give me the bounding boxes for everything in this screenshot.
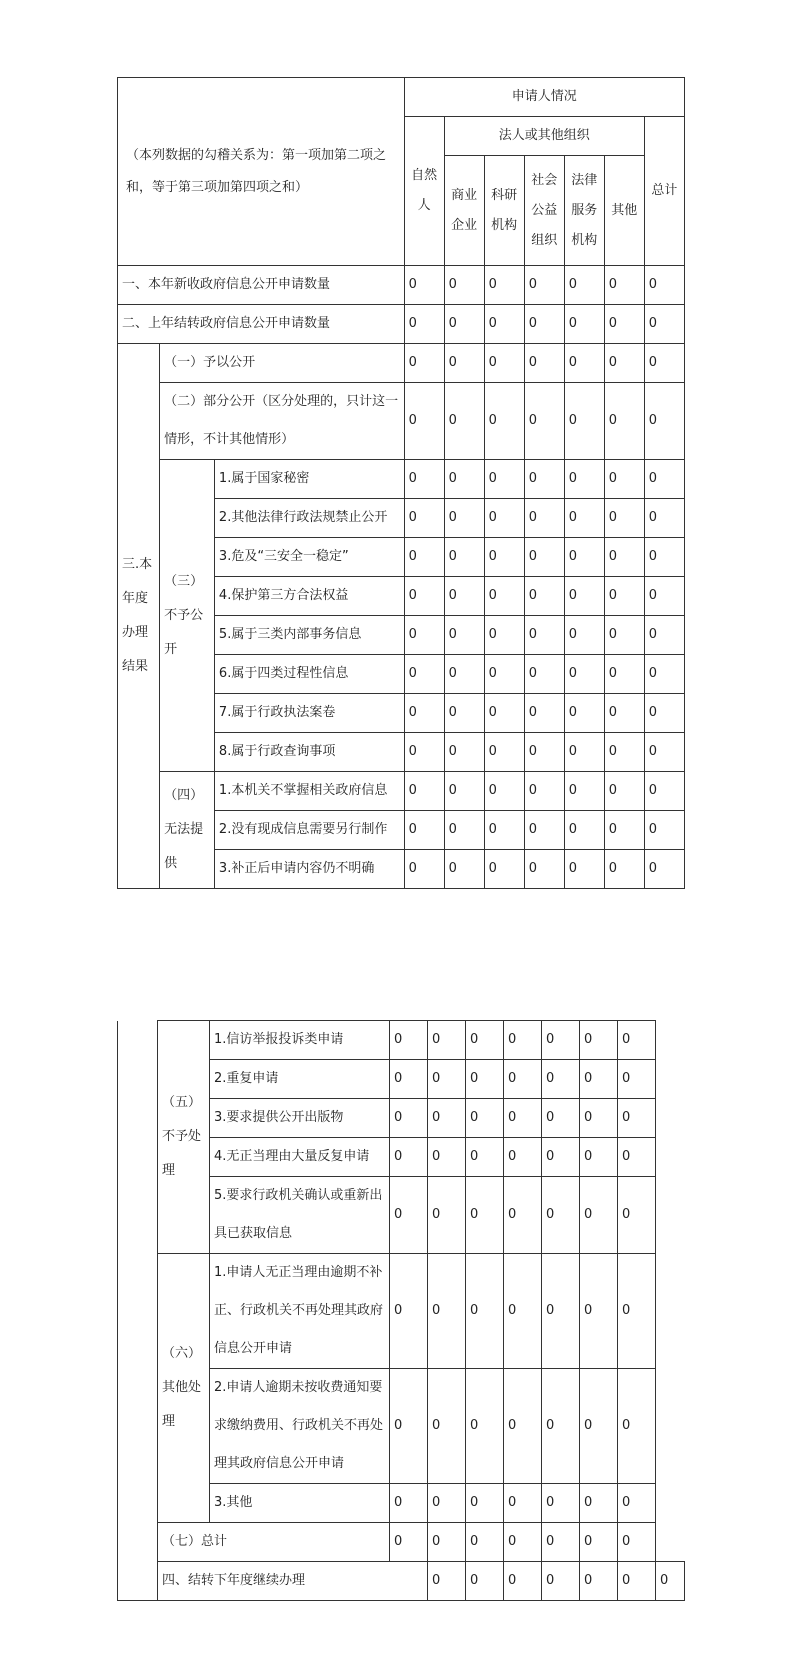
value-cell: 0 (504, 1369, 542, 1484)
table-row: （三）不予公开 1.属于国家秘密 0 0 0 0 0 0 0 (118, 460, 685, 499)
value-cell: 0 (404, 772, 444, 811)
table-row: （五）不予处理 1.信访举报投诉类申请 0 0 0 0 0 0 0 (118, 1021, 685, 1060)
value-cell: 0 (604, 577, 644, 616)
value-cell: 0 (444, 305, 484, 344)
value-cell: 0 (444, 266, 484, 305)
table-row: 3.危及“三安全一稳定” 0 0 0 0 0 0 0 (118, 538, 685, 577)
value-cell: 0 (580, 1021, 618, 1060)
value-cell: 0 (564, 772, 604, 811)
table-row: 5.属于三类内部事务信息 0 0 0 0 0 0 0 (118, 616, 685, 655)
value-cell: 0 (580, 1484, 618, 1523)
value-cell: 0 (444, 344, 484, 383)
value-cell: 0 (404, 383, 444, 460)
header-commercial: 商业企业 (444, 156, 484, 266)
value-cell: 0 (428, 1177, 466, 1254)
value-cell: 0 (404, 538, 444, 577)
value-cell: 0 (466, 1484, 504, 1523)
table-row: 5.要求行政机关确认或重新出具已获取信息 0 0 0 0 0 0 0 (118, 1177, 685, 1254)
value-cell: 0 (564, 655, 604, 694)
table-row (118, 383, 685, 460)
value-cell: 0 (444, 616, 484, 655)
table-row: 2.其他法律行政法规禁止公开 0 0 0 0 0 0 0 (118, 499, 685, 538)
value-cell: 0 (564, 460, 604, 499)
value-cell: 0 (644, 811, 684, 850)
value-cell: 0 (604, 499, 644, 538)
value-cell: 0 (404, 850, 444, 889)
header-other: 其他 (604, 156, 644, 266)
value-cell: 0 (618, 1254, 656, 1369)
value-cell: 0 (542, 1138, 580, 1177)
row-label-r2: 二、上年结转政府信息公开申请数量 (118, 305, 405, 344)
value-cell: 0 (524, 694, 564, 733)
value-cell: 0 (644, 694, 684, 733)
value-cell: 0 (444, 577, 484, 616)
table-row: 4.无正当理由大量反复申请 0 0 0 0 0 0 0 (118, 1138, 685, 1177)
statistics-table-part2 (117, 1020, 685, 1601)
value-cell: 0 (404, 305, 444, 344)
table-row (118, 266, 685, 305)
value-cell: 0 (564, 538, 604, 577)
value-cell: 0 (504, 1562, 542, 1601)
value-cell: 0 (564, 616, 604, 655)
table-row: 4.保护第三方合法权益 0 0 0 0 0 0 0 (118, 577, 685, 616)
row-label-r4: 四、结转下年度继续办理 (158, 1562, 428, 1601)
value-cell: 0 (644, 383, 684, 460)
row-label-s1: （一）予以公开 (160, 344, 404, 383)
value-cell: 0 (542, 1254, 580, 1369)
value-cell: 0 (604, 344, 644, 383)
value-cell: 0 (618, 1060, 656, 1099)
value-cell: 0 (580, 1099, 618, 1138)
value-cell: 0 (564, 305, 604, 344)
value-cell: 0 (444, 811, 484, 850)
table-row (118, 344, 685, 383)
value-cell: 0 (390, 1369, 428, 1484)
value-cell: 0 (390, 1138, 428, 1177)
value-cell: 0 (644, 499, 684, 538)
value-cell: 0 (580, 1138, 618, 1177)
header-note: （本列数据的勾稽关系为：第一项加第二项之和，等于第三项加第四项之和） (118, 78, 405, 266)
header-legal-service: 法律服务机构 (564, 156, 604, 266)
row-label-s6: （六）其他处理 (158, 1254, 210, 1523)
value-cell: 0 (604, 811, 644, 850)
value-cell: 0 (604, 460, 644, 499)
header-natural-person: 自然人 (404, 117, 444, 266)
value-cell: 0 (390, 1021, 428, 1060)
value-cell: 0 (404, 733, 444, 772)
value-cell: 0 (390, 1060, 428, 1099)
value-cell: 0 (644, 616, 684, 655)
value-cell: 0 (644, 655, 684, 694)
value-cell: 0 (466, 1523, 504, 1562)
value-cell: 0 (564, 694, 604, 733)
value-cell: 0 (524, 655, 564, 694)
value-cell: 0 (428, 1562, 466, 1601)
value-cell: 0 (444, 655, 484, 694)
value-cell: 0 (444, 460, 484, 499)
table-row (118, 305, 685, 344)
value-cell: 0 (484, 383, 524, 460)
value-cell: 0 (542, 1099, 580, 1138)
value-cell: 0 (444, 383, 484, 460)
value-cell: 0 (542, 1177, 580, 1254)
value-cell: 0 (390, 1484, 428, 1523)
value-cell: 0 (524, 305, 564, 344)
value-cell: 0 (466, 1138, 504, 1177)
value-cell: 0 (604, 383, 644, 460)
value-cell: 0 (404, 460, 444, 499)
value-cell: 0 (428, 1138, 466, 1177)
value-cell: 0 (644, 733, 684, 772)
value-cell: 0 (580, 1523, 618, 1562)
value-cell: 0 (444, 694, 484, 733)
value-cell: 0 (484, 460, 524, 499)
table-row: 3.其他 0 0 0 0 0 0 0 (118, 1484, 685, 1523)
value-cell: 0 (484, 772, 524, 811)
value-cell: 0 (618, 1369, 656, 1484)
value-cell: 0 (428, 1099, 466, 1138)
value-cell: 0 (564, 383, 604, 460)
value-cell: 0 (404, 499, 444, 538)
value-cell: 0 (564, 811, 604, 850)
value-cell: 0 (484, 655, 524, 694)
value-cell: 0 (444, 850, 484, 889)
value-cell: 0 (404, 655, 444, 694)
value-cell: 0 (580, 1177, 618, 1254)
value-cell: 0 (484, 499, 524, 538)
value-cell: 0 (504, 1099, 542, 1138)
value-cell: 0 (524, 344, 564, 383)
value-cell: 0 (404, 616, 444, 655)
value-cell: 0 (656, 1562, 685, 1601)
value-cell: 0 (428, 1254, 466, 1369)
value-cell: 0 (618, 1562, 656, 1601)
value-cell: 0 (504, 1484, 542, 1523)
value-cell: 0 (428, 1369, 466, 1484)
row-label-s2: （二）部分公开（区分处理的，只计这一情形，不计其他情形） (160, 383, 404, 460)
row-label-r3: 三.本年度办理结果 (118, 344, 160, 889)
header-total: 总计 (644, 117, 684, 266)
value-cell: 0 (604, 655, 644, 694)
row-label-s5: （五）不予处理 (158, 1021, 210, 1254)
value-cell: 0 (404, 577, 444, 616)
value-cell: 0 (404, 811, 444, 850)
value-cell: 0 (404, 344, 444, 383)
header-legal-group: 法人或其他组织 (444, 117, 644, 156)
value-cell: 0 (644, 850, 684, 889)
value-cell: 0 (604, 694, 644, 733)
value-cell: 0 (644, 772, 684, 811)
value-cell: 0 (466, 1254, 504, 1369)
value-cell: 0 (542, 1060, 580, 1099)
value-cell: 0 (542, 1021, 580, 1060)
value-cell: 0 (484, 811, 524, 850)
table-row: 7.属于行政执法案卷 0 0 0 0 0 0 0 (118, 694, 685, 733)
value-cell: 0 (466, 1060, 504, 1099)
value-cell: 0 (604, 772, 644, 811)
value-cell: 0 (524, 460, 564, 499)
value-cell: 0 (524, 772, 564, 811)
value-cell: 0 (644, 577, 684, 616)
value-cell: 0 (604, 538, 644, 577)
value-cell: 0 (524, 733, 564, 772)
value-cell: 0 (484, 305, 524, 344)
value-cell: 0 (504, 1021, 542, 1060)
value-cell: 0 (618, 1523, 656, 1562)
value-cell: 0 (644, 344, 684, 383)
value-cell: 0 (444, 772, 484, 811)
value-cell: 0 (404, 266, 444, 305)
value-cell: 0 (542, 1369, 580, 1484)
value-cell: 0 (466, 1369, 504, 1484)
value-cell: 0 (444, 733, 484, 772)
value-cell: 0 (564, 577, 604, 616)
value-cell: 0 (564, 499, 604, 538)
value-cell: 0 (644, 305, 684, 344)
value-cell: 0 (390, 1254, 428, 1369)
value-cell: 0 (390, 1099, 428, 1138)
value-cell: 0 (524, 266, 564, 305)
value-cell: 0 (504, 1060, 542, 1099)
value-cell: 0 (466, 1021, 504, 1060)
table-row: 2.没有现成信息需要另行制作 0 0 0 0 0 0 0 (118, 811, 685, 850)
value-cell: 0 (604, 850, 644, 889)
row-label-r3-continued (118, 1021, 158, 1601)
table-row: （六）其他处理 1.申请人无正当理由逾期不补正、行政机关不再处理其政府信息公开申请 0 0 0 0 0 0 0 (118, 1254, 685, 1369)
value-cell: 0 (428, 1021, 466, 1060)
value-cell: 0 (524, 577, 564, 616)
value-cell: 0 (444, 538, 484, 577)
value-cell: 0 (524, 850, 564, 889)
value-cell: 0 (466, 1099, 504, 1138)
table-row: 3.要求提供公开出版物 0 0 0 0 0 0 0 (118, 1099, 685, 1138)
table-row: 3.补正后申请内容仍不明确 0 0 0 0 0 0 0 (118, 850, 685, 889)
value-cell: 0 (580, 1060, 618, 1099)
value-cell: 0 (564, 344, 604, 383)
table-row (118, 1523, 685, 1562)
table-row: 8.属于行政查询事项 0 0 0 0 0 0 0 (118, 733, 685, 772)
value-cell: 0 (564, 850, 604, 889)
value-cell: 0 (618, 1138, 656, 1177)
value-cell: 0 (644, 460, 684, 499)
value-cell: 0 (564, 733, 604, 772)
value-cell: 0 (428, 1060, 466, 1099)
value-cell: 0 (618, 1099, 656, 1138)
row-label-r1: 一、本年新收政府信息公开申请数量 (118, 266, 405, 305)
value-cell: 0 (504, 1138, 542, 1177)
value-cell: 0 (618, 1177, 656, 1254)
value-cell: 0 (524, 811, 564, 850)
table-row: 6.属于四类过程性信息 0 0 0 0 0 0 0 (118, 655, 685, 694)
table-row: 2.重复申请 0 0 0 0 0 0 0 (118, 1060, 685, 1099)
value-cell: 0 (580, 1369, 618, 1484)
table-row: （四）无法提供 1.本机关不掌握相关政府信息 0 0 0 0 0 0 0 (118, 772, 685, 811)
value-cell: 0 (484, 733, 524, 772)
value-cell: 0 (524, 499, 564, 538)
value-cell: 0 (524, 383, 564, 460)
header-public-welfare: 社会公益组织 (524, 156, 564, 266)
value-cell: 0 (644, 538, 684, 577)
value-cell: 0 (484, 266, 524, 305)
value-cell: 0 (484, 538, 524, 577)
statistics-table-part1 (117, 77, 685, 889)
row-label-s4: （四）无法提供 (160, 772, 215, 889)
value-cell: 0 (564, 266, 604, 305)
value-cell: 0 (390, 1523, 428, 1562)
table-row: 2.申请人逾期未按收费通知要求缴纳费用、行政机关不再处理其政府信息公开申请 0 0 0 0 0 0 0 (118, 1369, 685, 1484)
value-cell: 0 (618, 1484, 656, 1523)
row-label-s7: （七）总计 (158, 1523, 390, 1562)
value-cell: 0 (484, 344, 524, 383)
value-cell: 0 (404, 694, 444, 733)
value-cell: 0 (390, 1177, 428, 1254)
value-cell: 0 (524, 616, 564, 655)
value-cell: 0 (542, 1562, 580, 1601)
value-cell: 0 (466, 1177, 504, 1254)
value-cell: 0 (484, 616, 524, 655)
value-cell: 0 (428, 1523, 466, 1562)
value-cell: 0 (504, 1523, 542, 1562)
header-applicant: 申请人情况 (404, 78, 684, 117)
value-cell: 0 (644, 266, 684, 305)
value-cell: 0 (580, 1254, 618, 1369)
value-cell: 0 (504, 1177, 542, 1254)
value-cell: 0 (484, 694, 524, 733)
table-row (118, 1562, 685, 1601)
value-cell: 0 (484, 577, 524, 616)
value-cell: 0 (604, 266, 644, 305)
value-cell: 0 (428, 1484, 466, 1523)
value-cell: 0 (604, 305, 644, 344)
value-cell: 0 (542, 1523, 580, 1562)
header-research: 科研机构 (484, 156, 524, 266)
value-cell: 0 (580, 1562, 618, 1601)
value-cell: 0 (618, 1021, 656, 1060)
value-cell: 0 (604, 616, 644, 655)
value-cell: 0 (524, 538, 564, 577)
value-cell: 0 (444, 499, 484, 538)
value-cell: 0 (484, 850, 524, 889)
value-cell: 0 (604, 733, 644, 772)
value-cell: 0 (504, 1254, 542, 1369)
value-cell: 0 (466, 1562, 504, 1601)
row-label-s3: （三）不予公开 (160, 460, 215, 772)
value-cell: 0 (542, 1484, 580, 1523)
